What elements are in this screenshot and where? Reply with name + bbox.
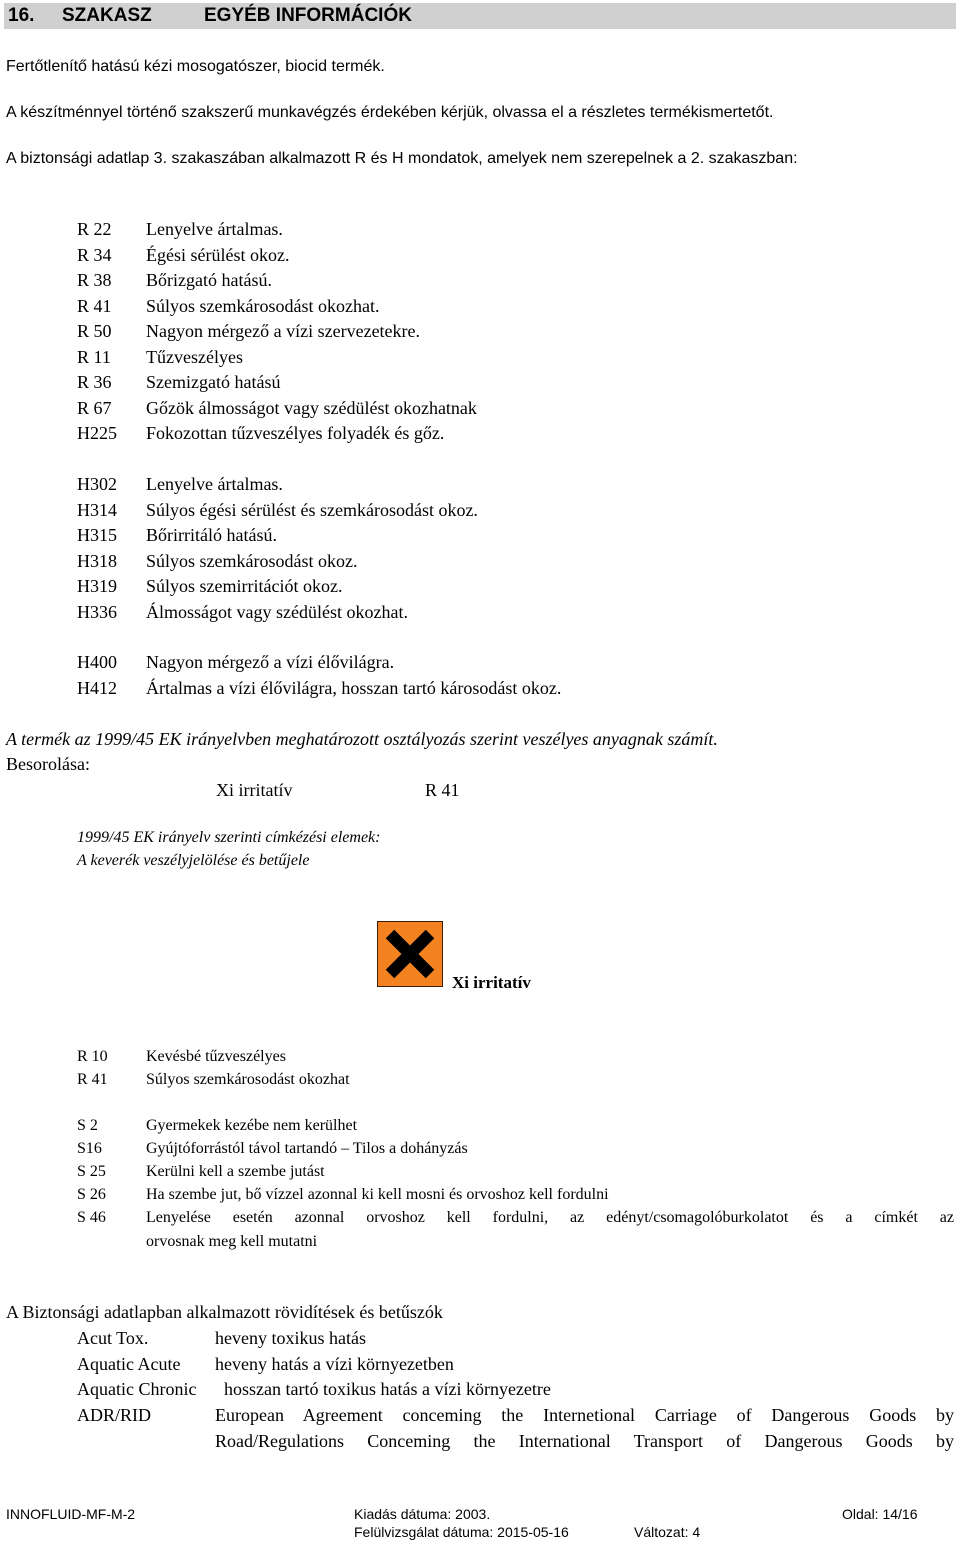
- phrase-code: H412: [77, 678, 117, 698]
- phrase-code: R 41: [77, 296, 112, 316]
- phrase-text: Bőrirritáló hatású.: [146, 525, 277, 545]
- abbr-term: Aquatic Acute: [77, 1354, 181, 1374]
- footer-page: Oldal: 14/16: [842, 1506, 918, 1522]
- label-phrase-text: Kerülni kell a szembe jutást: [146, 1163, 325, 1180]
- label-phrase-text: Gyújtóforrástól távol tartandó – Tilos a dohányzás: [146, 1140, 468, 1157]
- abbr-desc: heveny toxikus hatás: [215, 1328, 366, 1348]
- hazard-pictogram: [377, 921, 443, 987]
- label-phrase-code: S 26: [77, 1186, 106, 1203]
- label-phrase-text: Gyermekek kezébe nem kerülhet: [146, 1117, 358, 1134]
- phrase-code: H315: [77, 525, 117, 545]
- phrase-text: Súlyos szemirritációt okoz.: [146, 576, 343, 596]
- label-phrase-text: Kevésbé tűzveszélyes: [146, 1048, 286, 1065]
- phrase-text: Súlyos szemkárosodást okoz.: [146, 551, 358, 571]
- phrase-text: Égési sérülést okoz.: [146, 245, 290, 265]
- section-header: [4, 3, 956, 29]
- phrase-text: Szemizgató hatású: [146, 372, 281, 392]
- phrase-code: R 50: [77, 321, 112, 341]
- phrase-text: Tűzveszélyes: [146, 347, 243, 367]
- phrase-code: R 38: [77, 270, 112, 290]
- labeling-heading: 1999/45 EK irányelv szerinti címkézési elemek:: [77, 829, 381, 846]
- label-phrase-code: R 10: [77, 1048, 108, 1065]
- footer-version: Változat: 4: [634, 1524, 701, 1540]
- abbr-desc: European Agreement conceming the Internetional Carriage of Dangerous Goods by: [215, 1405, 954, 1425]
- phrase-code: R 67: [77, 398, 112, 418]
- phrase-text: Fokozottan tűzveszélyes folyadék és gőz.: [146, 423, 445, 443]
- label-phrase-code: S 46: [77, 1209, 106, 1226]
- section-title: EGYÉB INFORMÁCIÓK: [204, 5, 412, 26]
- abbr-term: ADR/RID: [77, 1405, 152, 1425]
- phrase-text: Álmosságot vagy szédülést okozhat.: [146, 602, 408, 622]
- label-phrase-text: Ha szembe jut, bő vízzel azonnal ki kell mosni és orvoshoz kell fordulni: [146, 1186, 609, 1203]
- phrase-text: Nagyon mérgező a vízi szervezetekre.: [146, 321, 421, 341]
- phrase-text: Lenyelve ártalmas.: [146, 474, 283, 494]
- xi-cross-icon: [377, 921, 443, 987]
- phrase-text: Súlyos égési sérülést és szemkárosodást okoz.: [146, 500, 478, 520]
- footer-issue-date: Kiadás dátuma: 2003.: [354, 1506, 491, 1522]
- pictogram-caption: Xi irritatív: [452, 973, 531, 992]
- intro-line: Fertőtlenítő hatású kézi mosogatószer, biocid termék.: [6, 58, 385, 75]
- label-phrase-code: S 2: [77, 1117, 98, 1134]
- phrase-code: H318: [77, 551, 117, 571]
- label-phrase-code: S 25: [77, 1163, 106, 1180]
- footer-review-date: Felülvizsgálat dátuma: 2015-05-16: [354, 1524, 569, 1540]
- labeling-subheading: A keverék veszélyjelölése és betűjele: [77, 852, 310, 869]
- section-number: 16.: [8, 5, 35, 26]
- phrase-code: R 34: [77, 245, 112, 265]
- label-phrase-code: S16: [77, 1140, 102, 1157]
- classification-risk: R 41: [425, 780, 460, 800]
- abbreviations-title: A Biztonsági adatlapban alkalmazott rövidítések és betűszók: [6, 1302, 443, 1322]
- intro-line: A biztonsági adatlap 3. szakaszában alkalmazott R és H mondatok, amelyek nem szerepelnek a 2. szakaszban:: [6, 150, 798, 167]
- label-phrase-text: Súlyos szemkárosodást okozhat: [146, 1071, 350, 1088]
- phrase-code: H302: [77, 474, 117, 494]
- classification-statement: A termék az 1999/45 EK irányelvben meghatározott osztályozás szerint veszélyes anyagnak számít.: [6, 729, 718, 749]
- phrase-code: H314: [77, 500, 117, 520]
- abbr-desc: hosszan tartó toxikus hatás a vízi környezetre: [224, 1379, 551, 1399]
- phrase-text: Bőrizgató hatású.: [146, 270, 272, 290]
- label-phrase-text-cont: orvosnak meg kell mutatni: [146, 1233, 318, 1250]
- phrase-code: H225: [77, 423, 117, 443]
- classification-label: Besorolása:: [6, 754, 90, 774]
- phrase-text: Ártalmas a vízi élővilágra, hosszan tartó károsodást okoz.: [146, 678, 562, 698]
- phrase-code: H336: [77, 602, 117, 622]
- phrase-text: Lenyelve ártalmas.: [146, 219, 283, 239]
- intro-line: A készítménnyel történő szakszerű munkavégzés érdekében kérjük, olvassa el a részletes termékismertetőt.: [6, 104, 774, 121]
- phrase-code: R 36: [77, 372, 112, 392]
- phrase-code: H319: [77, 576, 117, 596]
- section-label: SZAKASZ: [62, 5, 152, 26]
- classification-symbol: Xi irritatív: [216, 780, 293, 800]
- footer-doc-id: INNOFLUID-MF-M-2: [6, 1506, 136, 1522]
- abbr-desc-cont: Road/Regulations Conceming the International Transport of Dangerous Goods by: [215, 1431, 954, 1451]
- abbr-term: Aquatic Chronic: [77, 1379, 197, 1399]
- phrase-code: R 22: [77, 219, 112, 239]
- phrase-text: Gőzök álmosságot vagy szédülést okozhatnak: [146, 398, 477, 418]
- phrase-text: Súlyos szemkárosodást okozhat.: [146, 296, 380, 316]
- abbr-desc: heveny hatás a vízi környezetben: [215, 1354, 454, 1374]
- phrase-code: H400: [77, 652, 117, 672]
- phrase-text: Nagyon mérgező a vízi élővilágra.: [146, 652, 395, 672]
- label-phrase-text: Lenyelése esetén azonnal orvoshoz kell fordulni, az edényt/csomagolóburkolatot és a címkét az: [146, 1209, 954, 1226]
- abbr-term: Acut Tox.: [77, 1328, 149, 1348]
- label-phrase-code: R 41: [77, 1071, 108, 1088]
- phrase-code: R 11: [77, 347, 111, 367]
